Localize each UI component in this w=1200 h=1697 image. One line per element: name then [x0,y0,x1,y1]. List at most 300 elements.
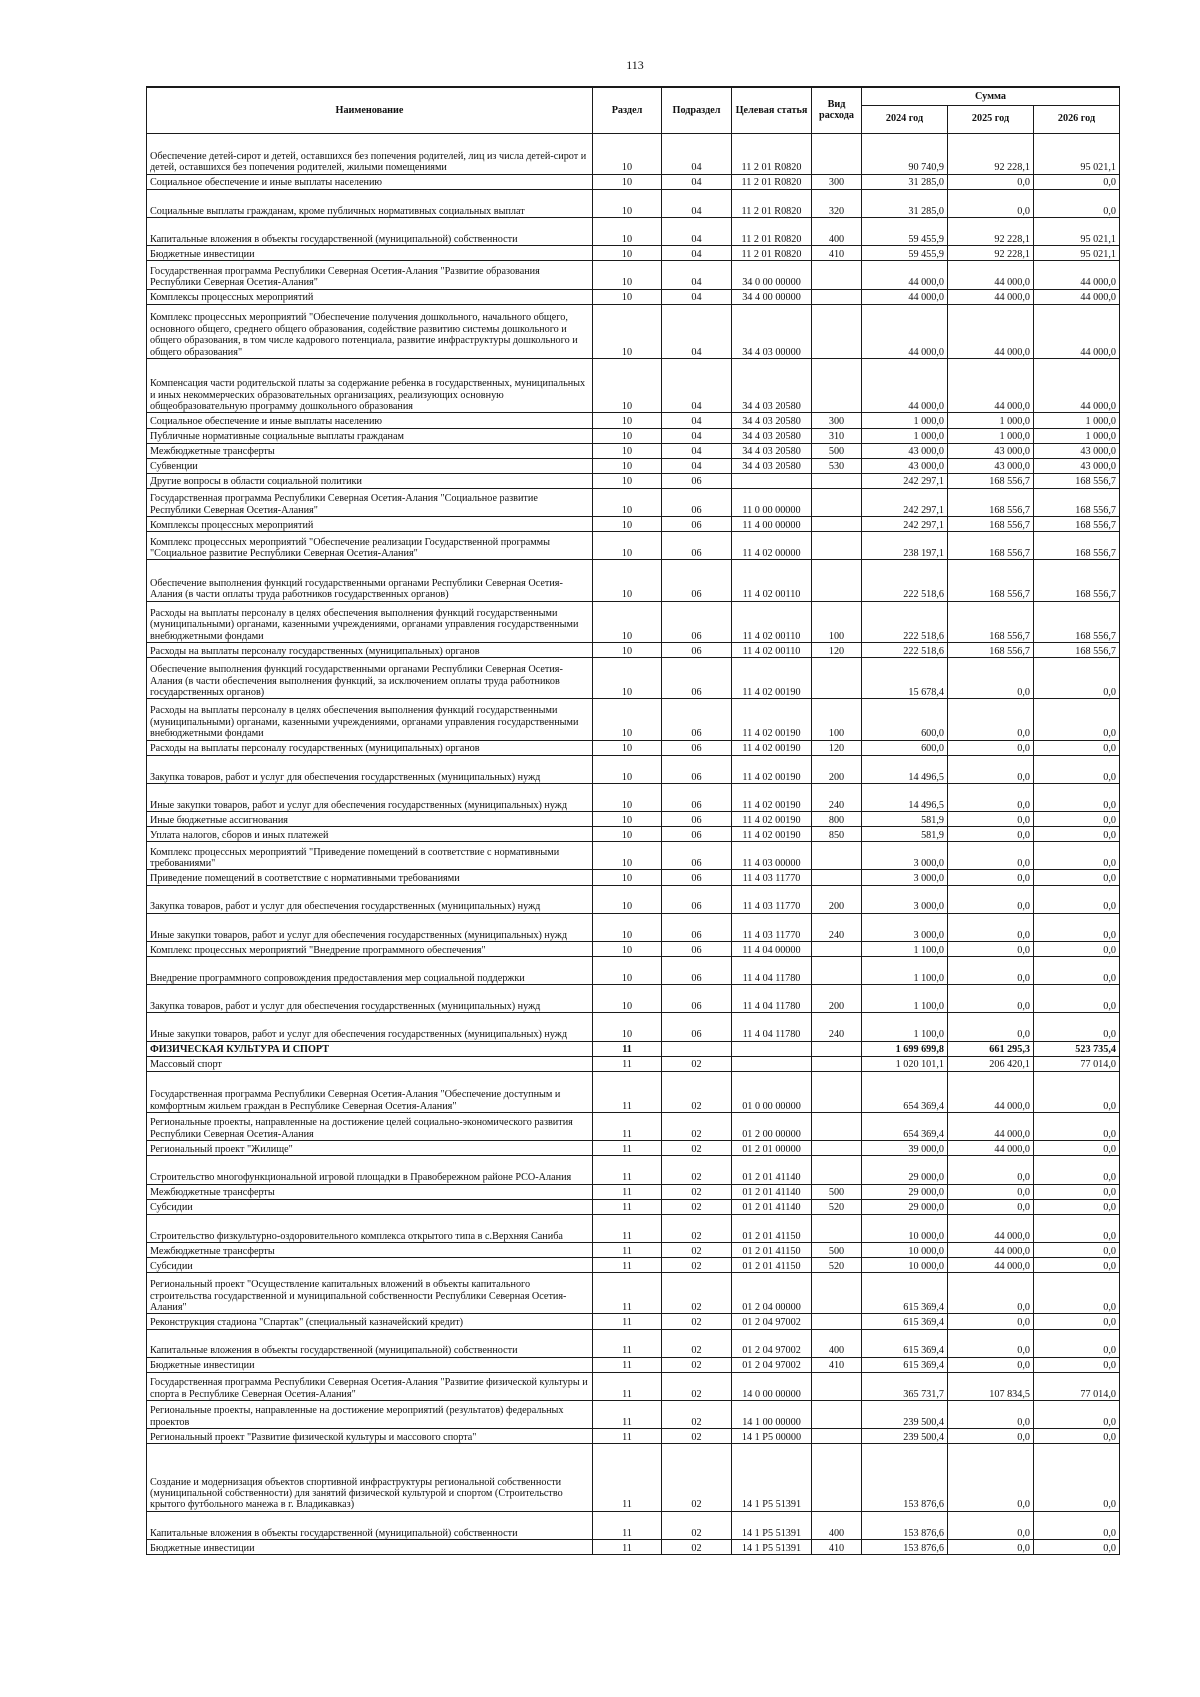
header-summa: Сумма [862,87,1120,105]
row-vid-rashoda: 320 [812,189,862,217]
row-sum-2026: 77 014,0 [1034,1372,1120,1400]
row-celevaya-statya: 11 4 02 00110 [732,560,812,601]
row-sum-2026: 0,0 [1034,755,1120,783]
row-sum-2025: 44 000,0 [948,289,1034,304]
table-row [147,1184,1120,1199]
row-razdel: 10 [593,913,662,941]
row-vid-rashoda: 520 [812,1258,862,1273]
row-name: Обеспечение выполнения функций государственными органами Республики Северная Осетия-Алания (в части оплаты труда работников государственных органов) [147,560,593,601]
row-sum-2024: 581,9 [862,812,948,827]
row-name: Комплекс процессных мероприятий "Внедрение программного обеспечения" [147,941,593,956]
row-sum-2025: 44 000,0 [948,359,1034,413]
row-celevaya-statya: 34 4 03 20580 [732,413,812,428]
row-vid-rashoda: 850 [812,827,862,842]
row-sum-2024: 222 518,6 [862,642,948,657]
table-body [147,133,1120,1555]
table-row [147,699,1120,740]
table-row [147,1071,1120,1112]
row-celevaya-statya: 11 4 00 00000 [732,517,812,532]
row-sum-2026: 95 021,1 [1034,218,1120,246]
row-celevaya-statya: 14 1 00 00000 [732,1400,812,1428]
row-sum-2024: 10 000,0 [862,1214,948,1242]
row-sum-2024: 242 297,1 [862,517,948,532]
row-podrazdel: 06 [662,473,732,488]
row-vid-rashoda [812,488,862,516]
row-sum-2024: 615 369,4 [862,1357,948,1372]
row-podrazdel: 02 [662,1141,732,1156]
row-podrazdel: 06 [662,601,732,642]
row-razdel: 11 [593,1199,662,1214]
row-sum-2024: 59 455,9 [862,218,948,246]
table-row [147,443,1120,458]
row-name: Государственная программа Республики Северная Осетия-Алания "Развитие образования Республики Северная Осетия-Алания" [147,261,593,289]
row-razdel: 11 [593,1314,662,1329]
row-sum-2025: 43 000,0 [948,458,1034,473]
row-celevaya-statya: 11 4 04 11780 [732,985,812,1013]
row-name: Обеспечение выполнения функций государственными органами Республики Северная Осетия-Алания (в части обеспечения выполнения функций, за исключением оплаты труда работников государственных органов) [147,658,593,699]
row-podrazdel: 04 [662,174,732,189]
row-sum-2024: 242 297,1 [862,488,948,516]
row-podrazdel: 06 [662,885,732,913]
row-name: Комплекс процессных мероприятий "Обеспечение получения дошкольного, начального общего, основного общего, среднего общего образования, содействие развитию системы дошкольного и общего образования, в том числе кадрового потенциала, развитие инфраструктуры дошкольного и общего образования" [147,304,593,358]
row-sum-2025: 0,0 [948,189,1034,217]
row-sum-2026: 44 000,0 [1034,304,1120,358]
row-celevaya-statya: 01 2 04 97002 [732,1357,812,1372]
row-sum-2025: 0,0 [948,885,1034,913]
row-podrazdel: 06 [662,658,732,699]
row-sum-2024: 10 000,0 [862,1242,948,1257]
row-razdel: 10 [593,246,662,261]
header-year-2026: 2026 год [1034,105,1120,133]
row-vid-rashoda [812,1372,862,1400]
table-row [147,261,1120,289]
table-row [147,1429,1120,1444]
table-row [147,783,1120,811]
row-name: ФИЗИЧЕСКАЯ КУЛЬТУРА И СПОРТ [147,1041,593,1056]
row-vid-rashoda [812,870,862,885]
row-celevaya-statya: 14 1 P5 00000 [732,1429,812,1444]
row-vid-rashoda [812,1041,862,1056]
row-razdel: 10 [593,957,662,985]
table-row [147,1141,1120,1156]
row-sum-2025: 0,0 [948,1013,1034,1041]
row-name: Иные закупки товаров, работ и услуг для обеспечения государственных (муниципальных) нужд [147,913,593,941]
row-sum-2024: 44 000,0 [862,304,948,358]
table-row [147,1400,1120,1428]
row-sum-2024: 1 000,0 [862,428,948,443]
row-celevaya-statya: 11 2 01 R0820 [732,246,812,261]
table-row [147,827,1120,842]
row-sum-2026: 0,0 [1034,913,1120,941]
row-sum-2025: 92 228,1 [948,133,1034,174]
header-podrazdel: Подраздел [662,87,732,133]
row-podrazdel [662,1041,732,1056]
row-razdel: 10 [593,885,662,913]
row-sum-2026: 0,0 [1034,1258,1120,1273]
row-name: Иные закупки товаров, работ и услуг для обеспечения государственных (муниципальных) нужд [147,783,593,811]
row-sum-2025: 0,0 [948,1184,1034,1199]
row-name: Массовый спорт [147,1056,593,1071]
row-sum-2024: 15 678,4 [862,658,948,699]
row-sum-2026: 168 556,7 [1034,560,1120,601]
row-sum-2024: 59 455,9 [862,246,948,261]
row-sum-2025: 0,0 [948,941,1034,956]
row-sum-2025: 44 000,0 [948,1071,1034,1112]
row-sum-2025: 1 000,0 [948,428,1034,443]
row-name: Социальные выплаты гражданам, кроме публичных нормативных социальных выплат [147,189,593,217]
row-vid-rashoda: 400 [812,218,862,246]
row-celevaya-statya: 01 2 04 97002 [732,1314,812,1329]
row-podrazdel: 02 [662,1071,732,1112]
row-celevaya-statya: 11 4 02 00190 [732,658,812,699]
row-celevaya-statya: 11 4 02 00110 [732,601,812,642]
row-sum-2026: 0,0 [1034,957,1120,985]
table-row [147,304,1120,358]
row-razdel: 11 [593,1273,662,1314]
row-razdel: 11 [593,1329,662,1357]
row-sum-2024: 1 699 699,8 [862,1041,948,1056]
row-vid-rashoda: 200 [812,755,862,783]
row-vid-rashoda [812,532,862,560]
row-vid-rashoda: 240 [812,783,862,811]
row-podrazdel: 04 [662,133,732,174]
row-name: Капитальные вложения в объекты государственной (муниципальной) собственности [147,1329,593,1357]
row-sum-2026: 1 000,0 [1034,428,1120,443]
table-row [147,1113,1120,1141]
row-sum-2026: 0,0 [1034,1214,1120,1242]
row-sum-2024: 1 100,0 [862,957,948,985]
row-sum-2024: 43 000,0 [862,458,948,473]
row-sum-2026: 168 556,7 [1034,488,1120,516]
row-celevaya-statya: 11 2 01 R0820 [732,189,812,217]
row-podrazdel: 06 [662,699,732,740]
row-sum-2026: 0,0 [1034,699,1120,740]
table-row [147,1444,1120,1512]
header-razdel: Раздел [593,87,662,133]
row-podrazdel: 02 [662,1199,732,1214]
row-name: Строительство физкультурно-оздоровительного комплекса открытого типа в с.Верхняя Саниба [147,1214,593,1242]
row-vid-rashoda: 400 [812,1329,862,1357]
row-vid-rashoda [812,957,862,985]
row-sum-2025: 44 000,0 [948,1258,1034,1273]
row-sum-2024: 615 369,4 [862,1273,948,1314]
row-celevaya-statya [732,1056,812,1071]
row-podrazdel: 04 [662,304,732,358]
row-razdel: 10 [593,428,662,443]
row-sum-2026: 44 000,0 [1034,261,1120,289]
row-sum-2024: 239 500,4 [862,1400,948,1428]
row-podrazdel: 06 [662,517,732,532]
row-podrazdel: 04 [662,246,732,261]
row-vid-rashoda [812,658,862,699]
row-celevaya-statya: 11 4 02 00190 [732,699,812,740]
row-sum-2026: 0,0 [1034,1444,1120,1512]
row-celevaya-statya: 01 0 00 00000 [732,1071,812,1112]
row-sum-2026: 44 000,0 [1034,359,1120,413]
row-name: Создание и модернизация объектов спортивной инфраструктуры региональной собственности (муниципальной собственности) для занятий физической культурой и спортом (Строительство крытого футбольного манежа в г. Владикавказ) [147,1444,593,1512]
row-razdel: 11 [593,1214,662,1242]
row-razdel: 10 [593,458,662,473]
row-sum-2026: 0,0 [1034,1013,1120,1041]
row-sum-2025: 0,0 [948,740,1034,755]
row-sum-2026: 168 556,7 [1034,642,1120,657]
row-sum-2024: 44 000,0 [862,261,948,289]
table-row [147,1372,1120,1400]
row-celevaya-statya: 34 4 03 20580 [732,428,812,443]
row-name: Межбюджетные трансферты [147,1242,593,1257]
row-celevaya-statya: 34 0 00 00000 [732,261,812,289]
row-vid-rashoda [812,289,862,304]
table-row [147,1329,1120,1357]
row-name: Компенсация части родительской платы за содержание ребенка в государственных, муниципальных и иных некоммерческих образовательных организациях, реализующих основную общеобразовательную программу дошкольного образования [147,359,593,413]
row-vid-rashoda [812,842,862,870]
row-name: Расходы на выплаты персоналу государственных (муниципальных) органов [147,740,593,755]
row-name: Реконструкция стадиона "Спартак" (специальный казначейский кредит) [147,1314,593,1329]
row-podrazdel: 02 [662,1539,732,1554]
row-sum-2025: 0,0 [948,783,1034,811]
row-podrazdel: 04 [662,428,732,443]
row-sum-2025: 0,0 [948,1357,1034,1372]
row-name: Государственная программа Республики Северная Осетия-Алания "Обеспечение доступным и комфортным жильем граждан в Республике Северная Осетия-Алания" [147,1071,593,1112]
row-razdel: 10 [593,601,662,642]
row-razdel: 10 [593,488,662,516]
row-name: Уплата налогов, сборов и иных платежей [147,827,593,842]
row-podrazdel: 06 [662,827,732,842]
row-podrazdel: 06 [662,740,732,755]
row-razdel: 10 [593,304,662,358]
row-celevaya-statya: 34 4 03 20580 [732,359,812,413]
row-name: Субсидии [147,1199,593,1214]
row-podrazdel: 06 [662,812,732,827]
row-razdel: 10 [593,517,662,532]
row-sum-2024: 3 000,0 [862,842,948,870]
table-row [147,658,1120,699]
row-sum-2026: 43 000,0 [1034,458,1120,473]
row-celevaya-statya: 11 4 02 00110 [732,642,812,657]
row-podrazdel: 06 [662,783,732,811]
row-razdel: 10 [593,289,662,304]
table-row [147,870,1120,885]
row-celevaya-statya: 11 4 02 00000 [732,532,812,560]
table-row [147,488,1120,516]
table-row [147,941,1120,956]
row-sum-2024: 153 876,6 [862,1539,948,1554]
row-celevaya-statya: 11 4 04 11780 [732,1013,812,1041]
row-sum-2024: 153 876,6 [862,1511,948,1539]
row-name: Межбюджетные трансферты [147,443,593,458]
row-podrazdel: 02 [662,1156,732,1184]
table-row [147,1539,1120,1554]
row-name: Другие вопросы в области социальной политики [147,473,593,488]
row-sum-2026: 168 556,7 [1034,601,1120,642]
table-row [147,1214,1120,1242]
row-name: Региональные проекты, направленные на достижение мероприятий (результатов) федеральных проектов [147,1400,593,1428]
row-podrazdel: 06 [662,560,732,601]
row-sum-2025: 168 556,7 [948,560,1034,601]
row-name: Межбюджетные трансферты [147,1184,593,1199]
row-celevaya-statya: 11 4 02 00190 [732,740,812,755]
row-sum-2025: 0,0 [948,1329,1034,1357]
row-razdel: 11 [593,1357,662,1372]
table-row [147,133,1120,174]
row-razdel: 11 [593,1258,662,1273]
row-sum-2025: 44 000,0 [948,1214,1034,1242]
row-podrazdel: 02 [662,1444,732,1512]
row-razdel: 10 [593,699,662,740]
row-name: Региональный проект "Осуществление капитальных вложений в объекты капитального строительства государственной и муниципальной собственности Республики Северная Осетия-Алания" [147,1273,593,1314]
row-name: Закупка товаров, работ и услуг для обеспечения государственных (муниципальных) нужд [147,755,593,783]
row-sum-2024: 3 000,0 [862,913,948,941]
row-podrazdel: 06 [662,488,732,516]
row-podrazdel: 06 [662,985,732,1013]
row-podrazdel: 06 [662,755,732,783]
row-sum-2025: 0,0 [948,1511,1034,1539]
row-sum-2026: 0,0 [1034,1539,1120,1554]
row-name: Расходы на выплаты персоналу в целях обеспечения выполнения функций государственными (муниципальными) органами, казенными учреждениями, органами управления государственными внебюджетными фондами [147,699,593,740]
row-sum-2025: 0,0 [948,174,1034,189]
row-razdel: 11 [593,1113,662,1141]
row-sum-2024: 1 000,0 [862,413,948,428]
row-vid-rashoda: 410 [812,246,862,261]
row-razdel: 11 [593,1242,662,1257]
row-sum-2024: 31 285,0 [862,189,948,217]
row-vid-rashoda: 410 [812,1539,862,1554]
row-razdel: 10 [593,473,662,488]
row-sum-2025: 661 295,3 [948,1041,1034,1056]
row-sum-2024: 615 369,4 [862,1314,948,1329]
row-vid-rashoda: 300 [812,174,862,189]
row-razdel: 11 [593,1539,662,1554]
row-vid-rashoda: 520 [812,1199,862,1214]
row-celevaya-statya: 01 2 01 41150 [732,1258,812,1273]
row-sum-2025: 0,0 [948,1400,1034,1428]
row-sum-2026: 523 735,4 [1034,1041,1120,1056]
row-podrazdel: 06 [662,913,732,941]
row-sum-2026: 0,0 [1034,658,1120,699]
row-vid-rashoda [812,1444,862,1512]
row-sum-2026: 0,0 [1034,1113,1120,1141]
row-celevaya-statya: 11 2 01 R0820 [732,218,812,246]
row-sum-2025: 0,0 [948,699,1034,740]
row-vid-rashoda: 800 [812,812,862,827]
row-sum-2026: 168 556,7 [1034,532,1120,560]
table-row [147,359,1120,413]
row-razdel: 10 [593,413,662,428]
row-vid-rashoda [812,1156,862,1184]
row-name: Государственная программа Республики Северная Осетия-Алания "Социальное развитие Республики Северная Осетия-Алания" [147,488,593,516]
row-celevaya-statya: 11 4 03 11770 [732,913,812,941]
row-sum-2024: 654 369,4 [862,1113,948,1141]
row-razdel: 11 [593,1444,662,1512]
row-vid-rashoda: 120 [812,740,862,755]
row-sum-2026: 0,0 [1034,870,1120,885]
row-razdel: 10 [593,133,662,174]
row-name: Региональные проекты, направленные на достижение целей социально-экономического развития Республики Северная Осетия-Алания [147,1113,593,1141]
budget-table [146,86,1120,1555]
row-sum-2026: 43 000,0 [1034,443,1120,458]
row-vid-rashoda: 530 [812,458,862,473]
row-name: Строительство многофункциональной игровой площадки в Правобережном районе РСО-Алания [147,1156,593,1184]
table-row [147,601,1120,642]
row-podrazdel: 02 [662,1258,732,1273]
row-razdel: 11 [593,1372,662,1400]
table-row [147,1242,1120,1257]
row-sum-2026: 0,0 [1034,842,1120,870]
row-podrazdel: 04 [662,218,732,246]
row-celevaya-statya: 01 2 01 41140 [732,1184,812,1199]
header-name: Наименование [147,87,593,133]
row-sum-2024: 615 369,4 [862,1329,948,1357]
row-vid-rashoda: 500 [812,1242,862,1257]
row-vid-rashoda [812,517,862,532]
row-sum-2026: 0,0 [1034,1071,1120,1112]
row-vid-rashoda [812,1400,862,1428]
row-sum-2026: 0,0 [1034,740,1120,755]
row-sum-2026: 168 556,7 [1034,473,1120,488]
header-year-2025: 2025 год [948,105,1034,133]
row-sum-2025: 92 228,1 [948,246,1034,261]
table-row [147,1258,1120,1273]
table-row [147,517,1120,532]
row-sum-2026: 0,0 [1034,189,1120,217]
row-sum-2025: 168 556,7 [948,517,1034,532]
row-podrazdel: 04 [662,289,732,304]
row-sum-2024: 600,0 [862,740,948,755]
row-name: Субсидии [147,1258,593,1273]
table-row [147,1041,1120,1056]
row-sum-2024: 29 000,0 [862,1184,948,1199]
row-sum-2026: 95 021,1 [1034,246,1120,261]
row-vid-rashoda [812,359,862,413]
row-vid-rashoda [812,1141,862,1156]
row-razdel: 11 [593,1429,662,1444]
row-celevaya-statya: 01 2 04 00000 [732,1273,812,1314]
row-sum-2025: 0,0 [948,755,1034,783]
row-sum-2025: 168 556,7 [948,532,1034,560]
row-celevaya-statya: 01 2 01 41140 [732,1199,812,1214]
row-sum-2024: 31 285,0 [862,174,948,189]
row-name: Региональный проект "Жилище" [147,1141,593,1156]
row-razdel: 10 [593,842,662,870]
row-sum-2026: 0,0 [1034,1329,1120,1357]
row-name: Закупка товаров, работ и услуг для обеспечения государственных (муниципальных) нужд [147,985,593,1013]
table-row [147,560,1120,601]
row-podrazdel: 02 [662,1372,732,1400]
table-row [147,289,1120,304]
row-vid-rashoda [812,1071,862,1112]
row-sum-2025: 0,0 [948,1314,1034,1329]
table-row [147,174,1120,189]
row-sum-2025: 44 000,0 [948,304,1034,358]
row-sum-2024: 29 000,0 [862,1156,948,1184]
table-row [147,1199,1120,1214]
row-sum-2024: 242 297,1 [862,473,948,488]
row-sum-2025: 0,0 [948,1429,1034,1444]
row-razdel: 11 [593,1184,662,1199]
row-sum-2025: 92 228,1 [948,218,1034,246]
row-sum-2025: 0,0 [948,842,1034,870]
row-sum-2026: 0,0 [1034,941,1120,956]
row-name: Комплексы процессных мероприятий [147,289,593,304]
row-razdel: 10 [593,783,662,811]
row-vid-rashoda: 100 [812,601,862,642]
row-sum-2024: 600,0 [862,699,948,740]
row-celevaya-statya: 11 4 02 00190 [732,812,812,827]
row-sum-2025: 107 834,5 [948,1372,1034,1400]
row-razdel: 11 [593,1056,662,1071]
row-razdel: 11 [593,1511,662,1539]
table-row [147,885,1120,913]
